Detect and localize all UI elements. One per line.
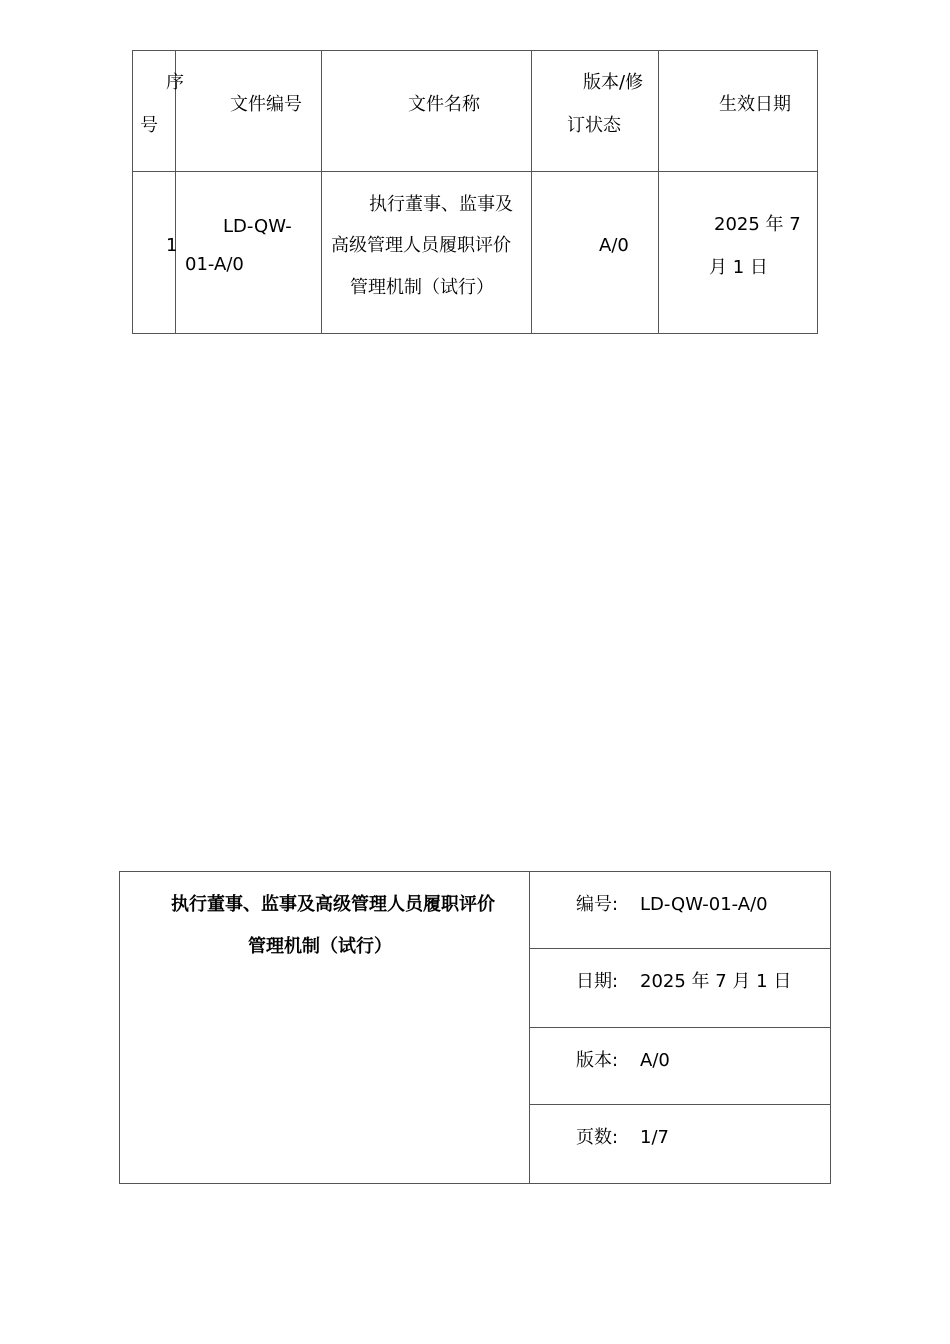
cell-doc-name-line2: 高级管理人员履职评价 [331, 235, 511, 256]
field-label: 页数: [576, 1127, 619, 1148]
header-block-border-bottom [119, 1183, 831, 1184]
table-col-divider [658, 50, 659, 334]
header-version-line1: 版本/修 [583, 72, 644, 93]
field-label: 版本: [576, 1050, 619, 1071]
table-row-divider [132, 171, 818, 172]
header-doc-number: 文件编号 [230, 94, 302, 115]
table-border-left [132, 50, 133, 334]
document-title-line2: 管理机制（试行） [248, 936, 392, 957]
field-value: A/0 [640, 1050, 670, 1071]
table-border-top [132, 50, 818, 51]
cell-version: A/0 [599, 235, 629, 256]
header-seq-line2: 号 [140, 115, 158, 136]
header-effective-date: 生效日期 [719, 94, 791, 115]
header-seq-line1: 序 [166, 72, 184, 93]
field-label: 日期: [576, 971, 619, 992]
field-label: 编号: [576, 894, 619, 915]
cell-doc-name-line3: 管理机制（试行） [350, 277, 494, 298]
header-version-line2: 订状态 [567, 115, 621, 136]
header-block-border-left [119, 871, 120, 1184]
cell-doc-name-line1: 执行董事、监事及 [369, 194, 513, 215]
field-value: 1/7 [640, 1127, 669, 1148]
document-title-line1: 执行董事、监事及高级管理人员履职评价 [171, 894, 495, 915]
cell-doc-number-line2: 01-A/0 [185, 254, 244, 275]
cell-date-line2: 月 1 日 [709, 257, 768, 278]
field-value: LD-QW-01-A/0 [640, 894, 768, 915]
table-border-bottom [132, 333, 818, 334]
cell-doc-number-line1: LD-QW- [223, 216, 292, 237]
table-col-divider [321, 50, 322, 334]
table-col-divider [531, 50, 532, 334]
table-border-right [817, 50, 818, 334]
field-value: 2025 年 7 月 1 日 [640, 971, 792, 992]
header-block-border-top [119, 871, 831, 872]
cell-date-line1: 2025 年 7 [714, 214, 801, 235]
field-divider [529, 1104, 831, 1105]
cell-seq: 1 [166, 235, 178, 256]
field-divider [529, 948, 831, 949]
header-doc-name: 文件名称 [408, 94, 480, 115]
field-divider [529, 1027, 831, 1028]
